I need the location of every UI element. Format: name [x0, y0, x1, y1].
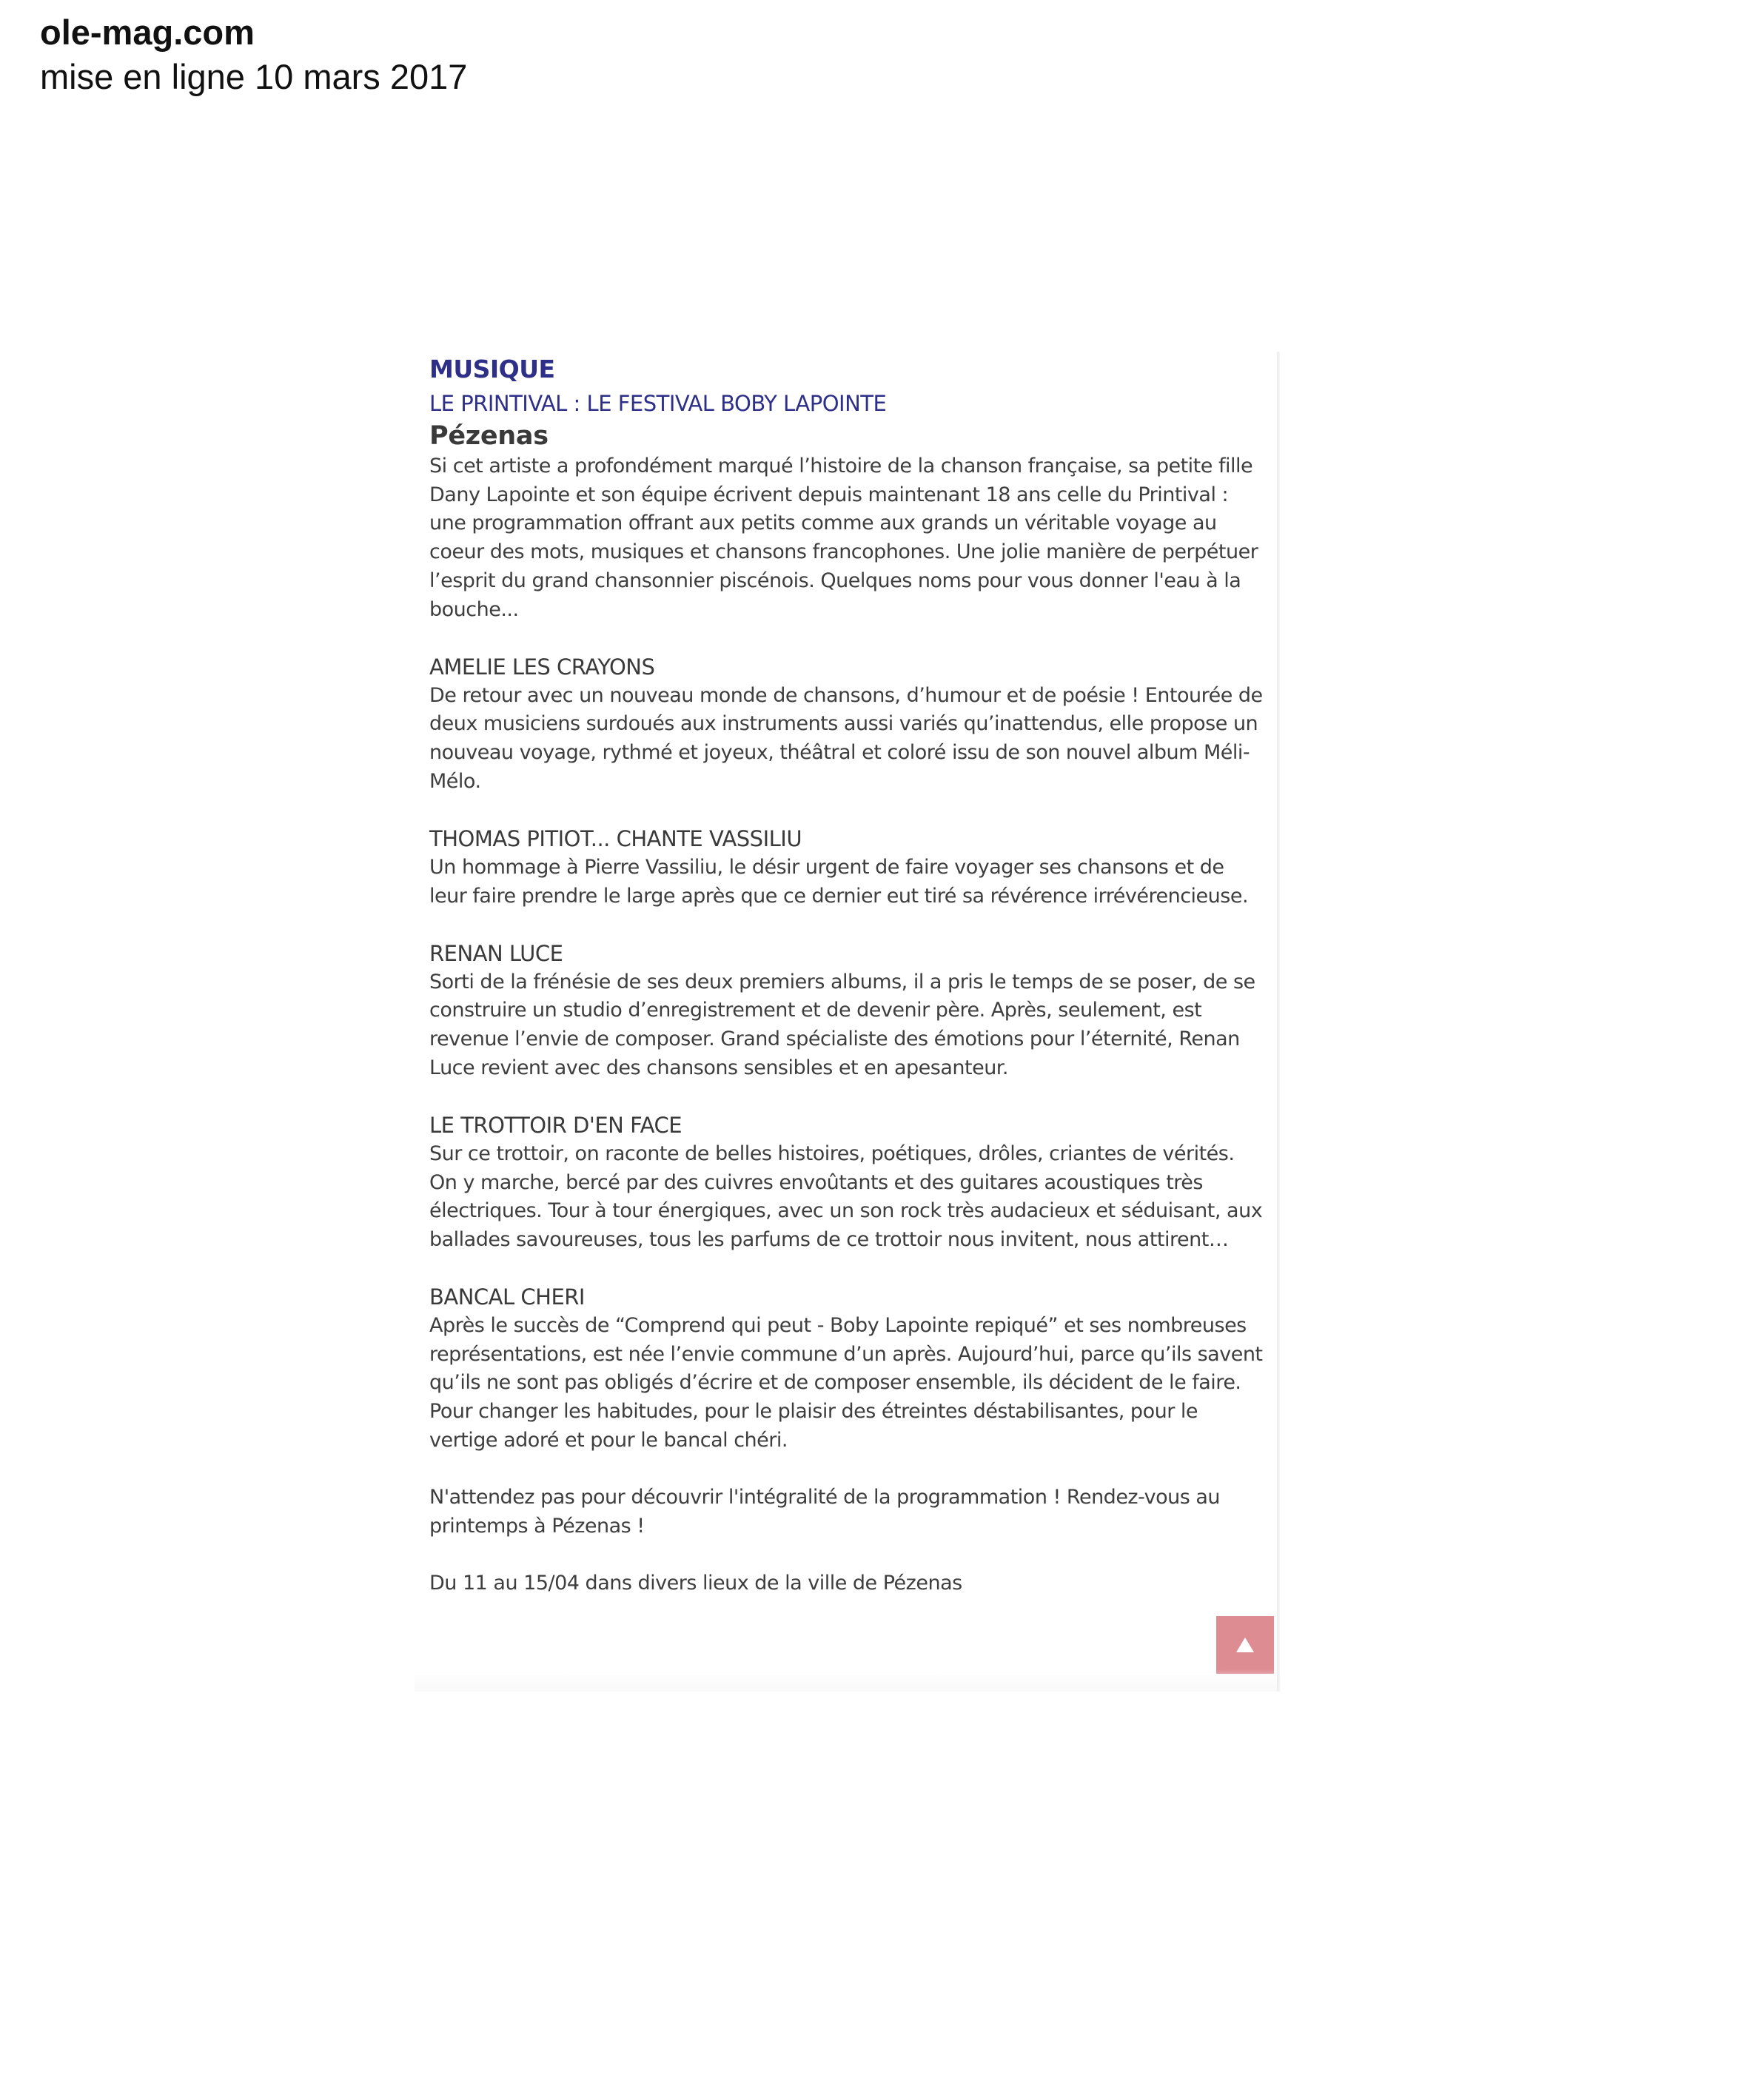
- article-content: [429, 352, 1266, 1627]
- artist-block: [429, 653, 1266, 797]
- event-dates: Du 11 au 15/04 dans divers lieux de la ville de Pézenas: [429, 1572, 962, 1595]
- publication-date: mise en ligne 10 mars 2017: [40, 57, 468, 96]
- article-clipping: [415, 352, 1281, 1692]
- source-site: ole-mag.com: [40, 13, 255, 52]
- artist-description: Un hommage à Pierre Vassiliu, le désir urgent de faire voyager ses chansons et de leur faire prendre le large après que ce dernier eut tiré sa révérence irrévérencieuse.: [429, 855, 1249, 908]
- artist-name: LE TROTTOIR D'EN FACE: [429, 1113, 683, 1139]
- artist-block: [429, 939, 1266, 1083]
- artist-block: [429, 825, 1266, 911]
- artist-description: Sur ce trottoir, on raconte de belles histoires, poétiques, drôles, criantes de vérités. On y marche, bercé par des cuivres envoûtants et des guitares acoustiques très électriques. Tour à tour énergiques, avec un son rock très audacieux et séduisant, aux ballades savoureuses, tous les parfums de ce trottoir nous invitent, nous attirent…: [429, 1142, 1263, 1251]
- article-edge-shadow: [1277, 352, 1280, 1692]
- artist-block: [429, 1111, 1266, 1255]
- artist-name: RENAN LUCE: [429, 940, 563, 966]
- article-intro: Si cet artiste a profondément marqué l’histoire de la chanson française, sa petite fille Dany Lapointe et son équipe écrivent depuis maintenant 18 ans celle du Printival : une programmation offrant aux petits comme aux grands un véritable voyage au coeur des mots, musiques et chansons francophones. Une jolie manière de perpétuer l’esprit du grand chansonnier piscénois. Quelques noms pour vous donner l'eau à la bouche...: [429, 455, 1258, 621]
- source-header: [40, 10, 467, 99]
- back-to-top-button[interactable]: [1216, 1616, 1274, 1674]
- article-subtitle: LE PRINTIVAL : LE FESTIVAL BOBY LAPOINTE: [429, 391, 887, 416]
- article-place: Pézenas: [429, 421, 549, 451]
- arrow-up-icon: [1236, 1638, 1254, 1652]
- article-outro: N'attendez pas pour découvrir l'intégralité de la programmation ! Rendez-vous au printemps à Pézenas !: [429, 1486, 1221, 1538]
- artist-name: BANCAL CHERI: [429, 1284, 585, 1310]
- artist-description: De retour avec un nouveau monde de chansons, d’humour et de poésie ! Entourée de deux musiciens surdoués aux instruments aussi variés qu’inattendus, elle propose un nouveau voyage, rythmé et joyeux, théâtral et coloré issu de son nouvel album Méli-Mélo.: [429, 683, 1263, 793]
- artist-name: THOMAS PITIOT... CHANTE VASSILIU: [429, 826, 802, 852]
- article-category[interactable]: MUSIQUE: [429, 355, 555, 383]
- artist-description: Sorti de la frénésie de ses deux premiers albums, il a pris le temps de se poser, de se construire un studio d’enregistrement et de devenir père. Après, seulement, est revenue l’envie de composer. Grand spécialiste des émotions pour l’éternité, Renan Luce revient avec des chansons sensibles et en apesanteur.: [429, 970, 1255, 1079]
- article-bottom-fade: [415, 1669, 1281, 1692]
- artist-name: AMELIE LES CRAYONS: [429, 654, 655, 680]
- artist-block: [429, 1283, 1266, 1455]
- artist-description: Après le succès de “Comprend qui peut - Boby Lapointe repiqué” et ses nombreuses représentations, est née l’envie commune d’un après. Aujourd’hui, parce qu’ils savent qu’ils ne sont pas obligés d’écrire et de composer ensemble, ils décident de le faire. Pour changer les habitudes, pour le plaisir des étreintes déstabilisantes, pour le vertige adoré et pour le bancal chéri.: [429, 1314, 1263, 1452]
